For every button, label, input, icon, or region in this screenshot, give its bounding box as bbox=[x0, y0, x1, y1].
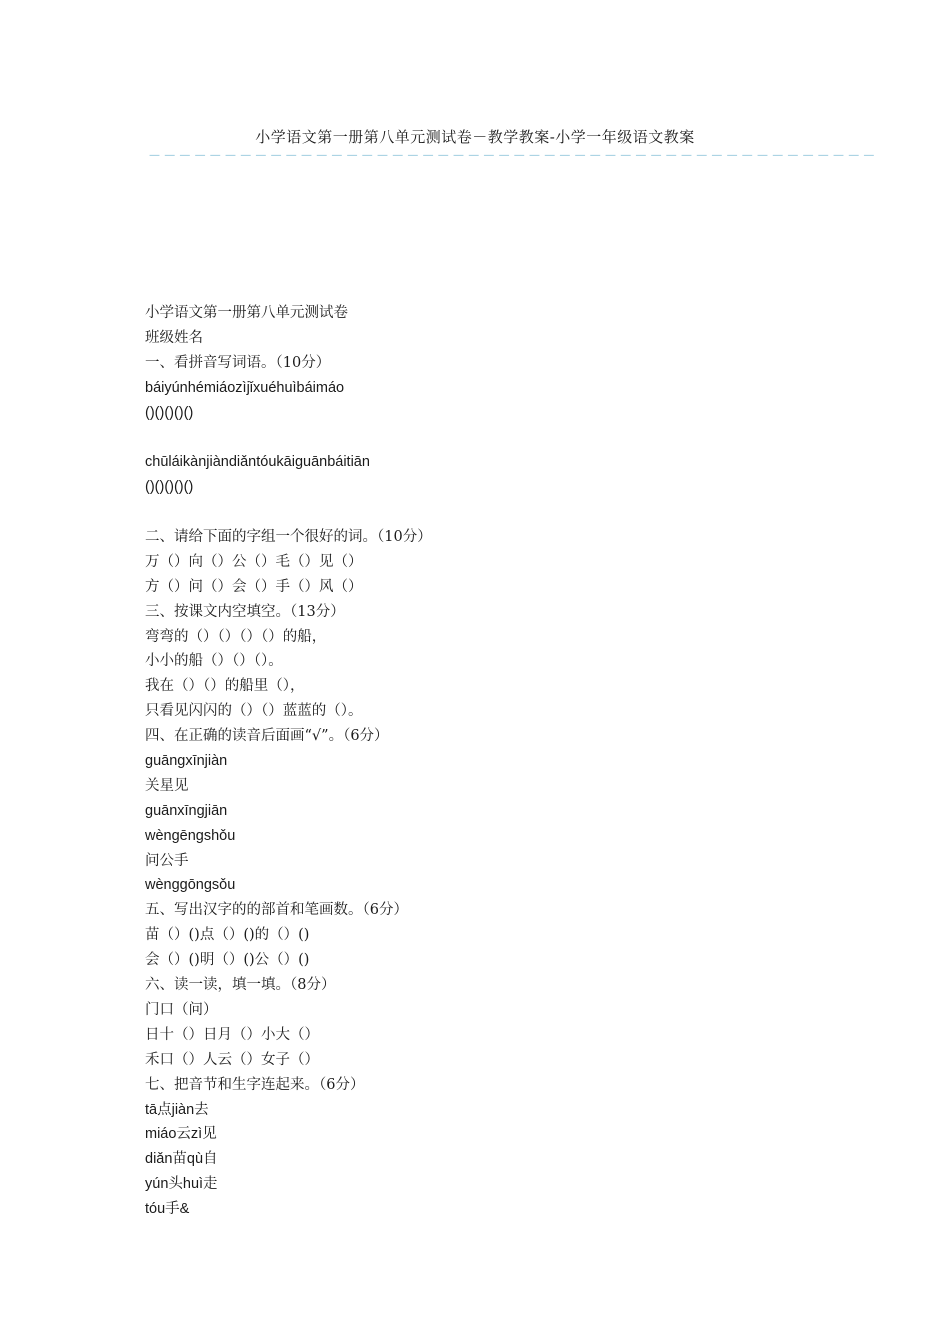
pinyin-option-4: wènggōngsǒu bbox=[145, 877, 236, 894]
radical-strokes-row-2: 会（）()明（）()公（）() bbox=[145, 952, 310, 969]
word-group-row-2: 方（）问（）会（）手（）风（） bbox=[145, 578, 363, 595]
match-row-2: miáo云zì见 bbox=[145, 1126, 217, 1143]
pinyin-option-3: wèngēngshǒu bbox=[145, 827, 236, 844]
fill-blank-line-2: 小小的船（）（）（）。 bbox=[145, 653, 283, 670]
section-2-heading: 二、请给下面的字组一个很好的词。（10分） bbox=[145, 529, 432, 546]
section-5-heading: 五、写出汉字的的部首和笔画数。（6分） bbox=[145, 902, 408, 919]
document-body bbox=[145, 301, 805, 1222]
characters-row-2: 问公手 bbox=[145, 852, 189, 869]
word-group-row-1: 万（）向（）公（）毛（）见（） bbox=[145, 553, 363, 570]
fill-blank-line-1: 弯弯的（）（）（）（）的船， bbox=[145, 628, 327, 645]
match-row-5: tóu手& bbox=[145, 1201, 190, 1218]
compose-row-2: 禾口（）人云（）女子（） bbox=[145, 1051, 319, 1068]
match-row-4: yún头huì走 bbox=[145, 1176, 218, 1193]
section-7-heading: 七、把音节和生字连起来。（6分） bbox=[145, 1076, 365, 1093]
radical-strokes-row-1: 苗（）()点（）()的（）() bbox=[145, 927, 310, 944]
section-1-heading: 一、看拼音写词语。（10分） bbox=[145, 354, 331, 371]
section-3-heading: 三、按课文内空填空。（13分） bbox=[145, 603, 345, 620]
blank-line bbox=[145, 425, 805, 450]
fill-blank-line-4: 只看见闪闪的（）（）蓝蓝的（）。 bbox=[145, 703, 363, 720]
answer-blanks-row-1: ()()()()() bbox=[145, 404, 194, 421]
blank-line bbox=[145, 500, 805, 525]
class-name-line: 班级姓名 bbox=[145, 329, 203, 346]
match-row-1: tā点jiàn去 bbox=[145, 1101, 209, 1118]
characters-row-1: 关星见 bbox=[145, 777, 189, 794]
pinyin-option-2: guānxīngjiān bbox=[145, 802, 228, 819]
doc-title: 小学语文第一册第八单元测试卷 bbox=[145, 305, 348, 321]
answer-blanks-row-2: ()()()()() bbox=[145, 479, 194, 496]
section-4-heading: 四、在正确的读音后面画“√”。（6分） bbox=[145, 728, 389, 745]
header-divider: －－－－－－－－－－－－－－－－－－－－－－－－－－－－－－－－－－－－－－－－－－－－－－－－ bbox=[148, 149, 878, 164]
example-line: 门口（问） bbox=[145, 1001, 218, 1018]
page-header-title: 小学语文第一册第八单元测试卷－教学教案-小学一年级语文教案 bbox=[255, 128, 695, 146]
compose-row-1: 日十（）日月（）小大（） bbox=[145, 1026, 319, 1043]
pinyin-row-2: chūláikànjiàndiǎntóukāiguānbáitiān bbox=[145, 454, 370, 471]
section-6-heading: 六、读一读，填一填。（8分） bbox=[145, 977, 336, 994]
pinyin-option-1: guāngxīnjiàn bbox=[145, 753, 228, 770]
match-row-3: diǎn苗qù自 bbox=[145, 1151, 218, 1168]
fill-blank-line-3: 我在（）（）的船里（）， bbox=[145, 678, 305, 695]
pinyin-row-1: báiyúnhémiáozìjǐxuéhuìbáimáo bbox=[145, 379, 345, 396]
